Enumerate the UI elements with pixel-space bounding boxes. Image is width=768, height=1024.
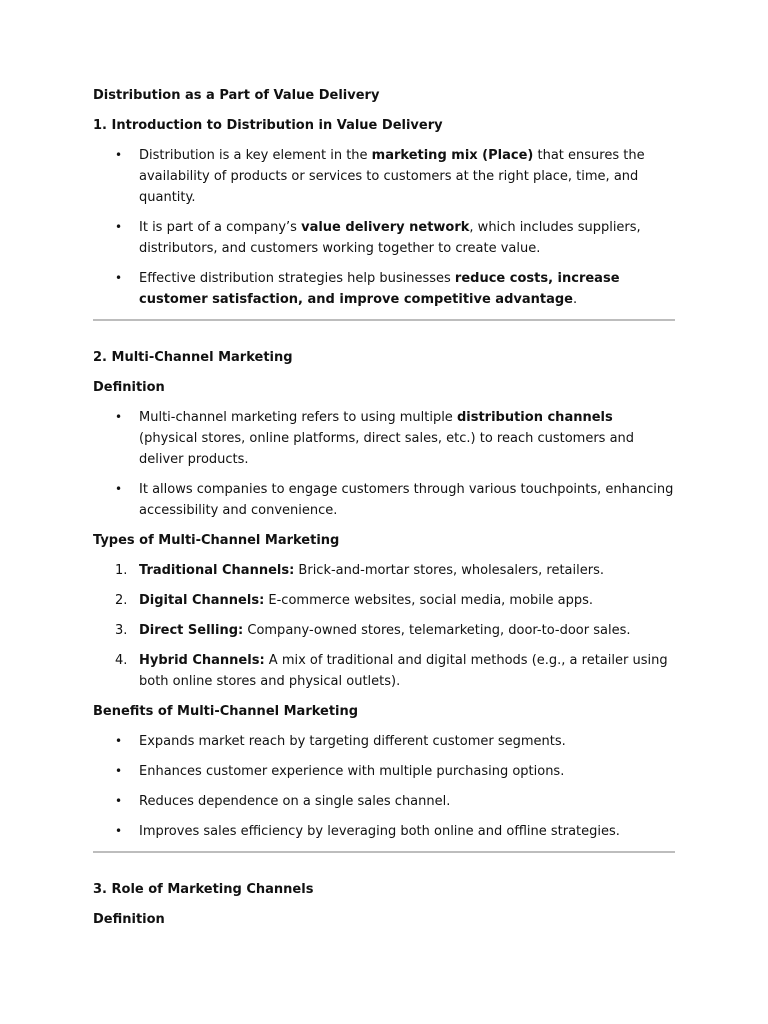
list-item xyxy=(93,620,675,641)
section-2-heading: 2. Multi-Channel Marketing xyxy=(93,350,293,365)
list-item: • Improves sales efficiency by leveraging both online and offline strategies. xyxy=(93,821,675,842)
bullet-text: (physical stores, online platforms, direct sales, etc.) to reach customers and deliver products. xyxy=(139,431,635,467)
list-item: • Expands market reach by targeting different customer segments. xyxy=(93,731,675,752)
list-item: • Reduces dependence on a single sales channel. xyxy=(93,791,675,812)
type-name: Hybrid Channels: xyxy=(139,653,265,668)
benefits-heading: Benefits of Multi-Channel Marketing xyxy=(93,704,359,719)
document-title: Distribution as a Part of Value Delivery xyxy=(93,88,380,103)
list-number: 4. xyxy=(115,653,128,668)
type-description: Company-owned stores, telemarketing, door-to-door sales. xyxy=(243,623,631,638)
list-item xyxy=(93,650,675,692)
benefits-bullet-list xyxy=(93,731,675,842)
section-1-bullet-list xyxy=(93,145,675,310)
type-name: Traditional Channels: xyxy=(139,563,295,578)
bullet-text: Distribution is a key element in the xyxy=(139,148,372,163)
bullet-emphasis: reduce costs, increase customer satisfaction, and improve competitive advantage xyxy=(139,271,620,307)
types-heading: Types of Multi-Channel Marketing xyxy=(93,533,340,548)
document-body xyxy=(93,85,675,939)
list-item xyxy=(93,145,675,208)
section-3-heading: 3. Role of Marketing Channels xyxy=(93,882,314,897)
bullet-text: , which includes suppliers, distributors, and customers working together to create value. xyxy=(139,220,641,256)
bullet-text: that ensures the availability of products or services to customers at the right place, time, and quantity. xyxy=(139,148,645,205)
section-1-heading: 1. Introduction to Distribution in Value Delivery xyxy=(93,118,443,133)
type-name: Direct Selling: xyxy=(139,623,244,638)
bullet-emphasis: marketing mix (Place) xyxy=(371,148,534,163)
definition-heading: Definition xyxy=(93,380,165,395)
bullet-text: Multi-channel marketing refers to using multiple xyxy=(139,410,457,425)
list-item xyxy=(93,479,675,521)
type-description: A mix of traditional and digital methods (e.g., a retailer using both online stores and physical outlets). xyxy=(139,653,668,689)
bullet-text: . xyxy=(573,292,578,307)
definition-heading: Definition xyxy=(93,912,165,927)
section-divider xyxy=(93,319,675,321)
list-number: 2. xyxy=(115,593,128,608)
list-item xyxy=(93,407,675,470)
type-description: E-commerce websites, social media, mobile apps. xyxy=(264,593,594,608)
list-item xyxy=(93,560,675,581)
bullet-text: It is part of a company’s xyxy=(139,220,302,235)
list-item xyxy=(93,590,675,611)
list-item xyxy=(93,217,675,259)
definition-bullet-list xyxy=(93,407,675,521)
list-item xyxy=(93,268,675,310)
type-name: Digital Channels: xyxy=(139,593,265,608)
types-numbered-list xyxy=(93,560,675,692)
list-number: 1. xyxy=(115,563,128,578)
type-description: Brick-and-mortar stores, wholesalers, retailers. xyxy=(294,563,604,578)
list-item: • Enhances customer experience with multiple purchasing options. xyxy=(93,761,675,782)
bullet-text: Effective distribution strategies help businesses xyxy=(139,271,455,286)
section-divider xyxy=(93,851,675,853)
bullet-emphasis: value delivery network xyxy=(301,220,470,235)
list-number: 3. xyxy=(115,623,128,638)
bullet-text: It allows companies to engage customers through various touchpoints, enhancing accessibility and convenience. xyxy=(139,482,674,518)
bullet-emphasis: distribution channels xyxy=(456,410,613,425)
